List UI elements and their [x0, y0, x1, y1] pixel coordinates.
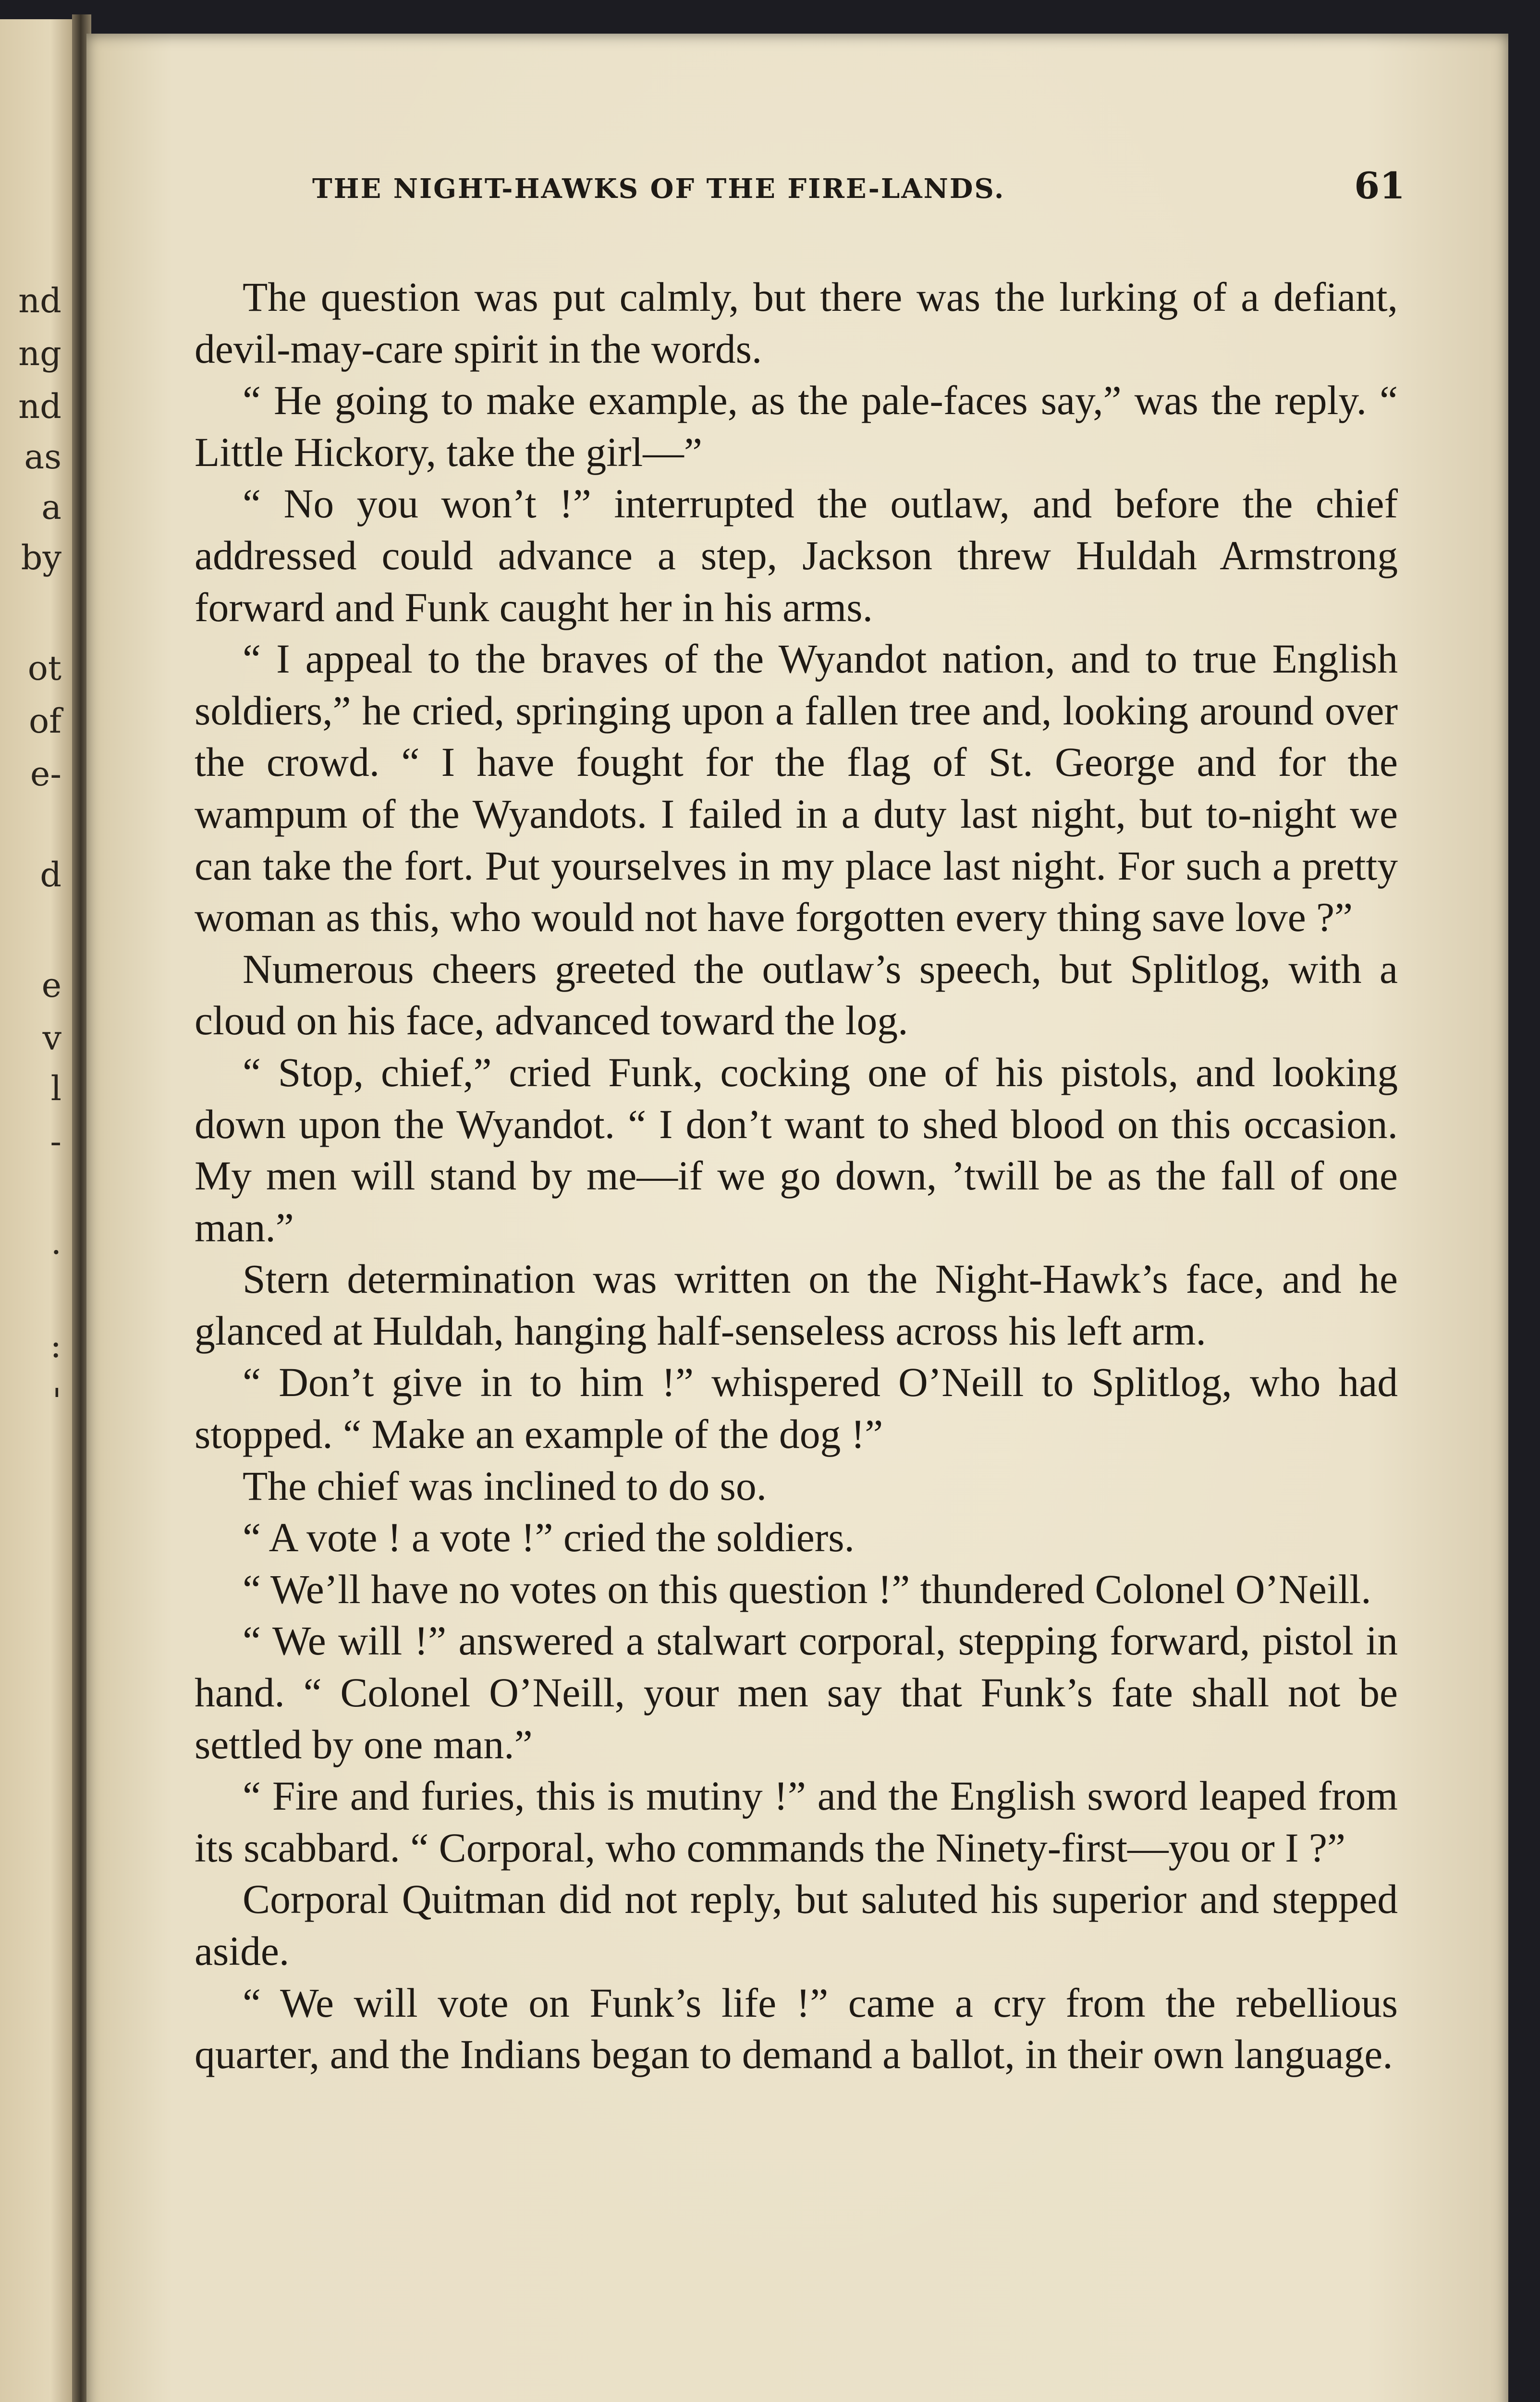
- paragraph: “ Stop, chief,” cried Funk, cocking one of his pistols, and looking down upon the Wyandot. “ I don’t want to shed blood on this occasion. My men will stand by me—if we go down, ’twill be as the fall of one man.”: [195, 1049, 1398, 1250]
- prev-page-fragment: d: [40, 855, 61, 895]
- prev-page-fragment: nd: [18, 387, 61, 426]
- paragraph: “ I appeal to the braves of the Wyandot nation, and to true English soldiers,” he cried, springing upon a fallen tree and, looking around over the crowd. “ I have fought for the flag of St. George and for the wampum of the Wyandots. I failed in a duty last night, but to-night we can take the fort. Put yourselves in my place last night. For such a pretty woman as this, who would not have forgotten every thing save love ?”: [195, 636, 1398, 941]
- running-head: THE NIGHT-HAWKS OF THE FIRE-LANDS.: [312, 173, 1005, 205]
- paragraph: Numerous cheers greeted the outlaw’s speech, but Splitlog, with a cloud on his face, advanced toward the log.: [195, 946, 1398, 1044]
- prev-page-fragment: -: [50, 1122, 61, 1161]
- prev-page-fragment: e: [41, 966, 61, 1005]
- prev-page-fragment: l: [50, 1069, 61, 1108]
- paragraph: “ Don’t give in to him !” whispered O’Neill to Splitlog, who had stopped. “ Make an example of the dog !”: [195, 1360, 1398, 1458]
- book-page: [86, 34, 1508, 2402]
- prev-page-fragment: e-: [30, 754, 61, 794]
- prev-page-fragment: nd: [18, 281, 61, 320]
- paragraph: The chief was inclined to do so.: [243, 1463, 767, 1509]
- paragraph: “ A vote ! a vote !” cried the soldiers.: [243, 1515, 855, 1561]
- paragraph: “ He going to make example, as the pale-faces say,” was the reply. “ Little Hickory, take the girl—”: [195, 378, 1398, 475]
- prev-page-fragment: by: [21, 538, 61, 577]
- page-number: 61: [1354, 164, 1405, 207]
- prev-page-fragment: ng: [18, 334, 61, 373]
- paragraph: “ We’ll have no votes on this question !” thundered Colonel O’Neill.: [243, 1566, 1371, 1612]
- previous-page-edge: [0, 19, 72, 2402]
- prev-page-fragment: ot: [27, 649, 61, 688]
- prev-page-fragment: v: [42, 1018, 61, 1058]
- prev-page-fragment: .: [50, 1223, 61, 1262]
- prev-page-fragment: a: [41, 488, 61, 527]
- body-text: [195, 271, 1398, 2081]
- prev-page-fragment: ': [52, 1381, 61, 1421]
- paragraph: “ We will !” answered a stalwart corporal, stepping forward, pistol in hand. “ Colonel O’Neill, your men say that Funk’s fate shall not be settled by one man.”: [195, 1618, 1398, 1767]
- paragraph: Corporal Quitman did not reply, but saluted his superior and stepped aside.: [195, 1876, 1398, 1974]
- prev-page-fragment: of: [28, 701, 61, 741]
- paragraph: Stern determination was written on the Night-Hawk’s face, and he glanced at Huldah, hanging half-senseless across his left arm.: [195, 1256, 1398, 1354]
- prev-page-fragment: :: [50, 1326, 61, 1365]
- paragraph: The question was put calmly, but there was the lurking of a defiant, devil-may-care spirit in the words.: [195, 274, 1398, 372]
- paragraph: “ No you won’t !” interrupted the outlaw, and before the chief addressed could advance a step, Jackson threw Huldah Armstrong forward and Funk caught her in his arms.: [195, 481, 1398, 630]
- prev-page-fragment: as: [24, 437, 61, 477]
- paragraph: “ Fire and furies, this is mutiny !” and the English sword leaped from its scabbard. “ Corporal, who commands the Ninety-first—you or I ?”: [195, 1773, 1398, 1871]
- paragraph: “ We will vote on Funk’s life !” came a cry from the rebellious quarter, and the Indians began to demand a ballot, in their own language.: [195, 1980, 1398, 2078]
